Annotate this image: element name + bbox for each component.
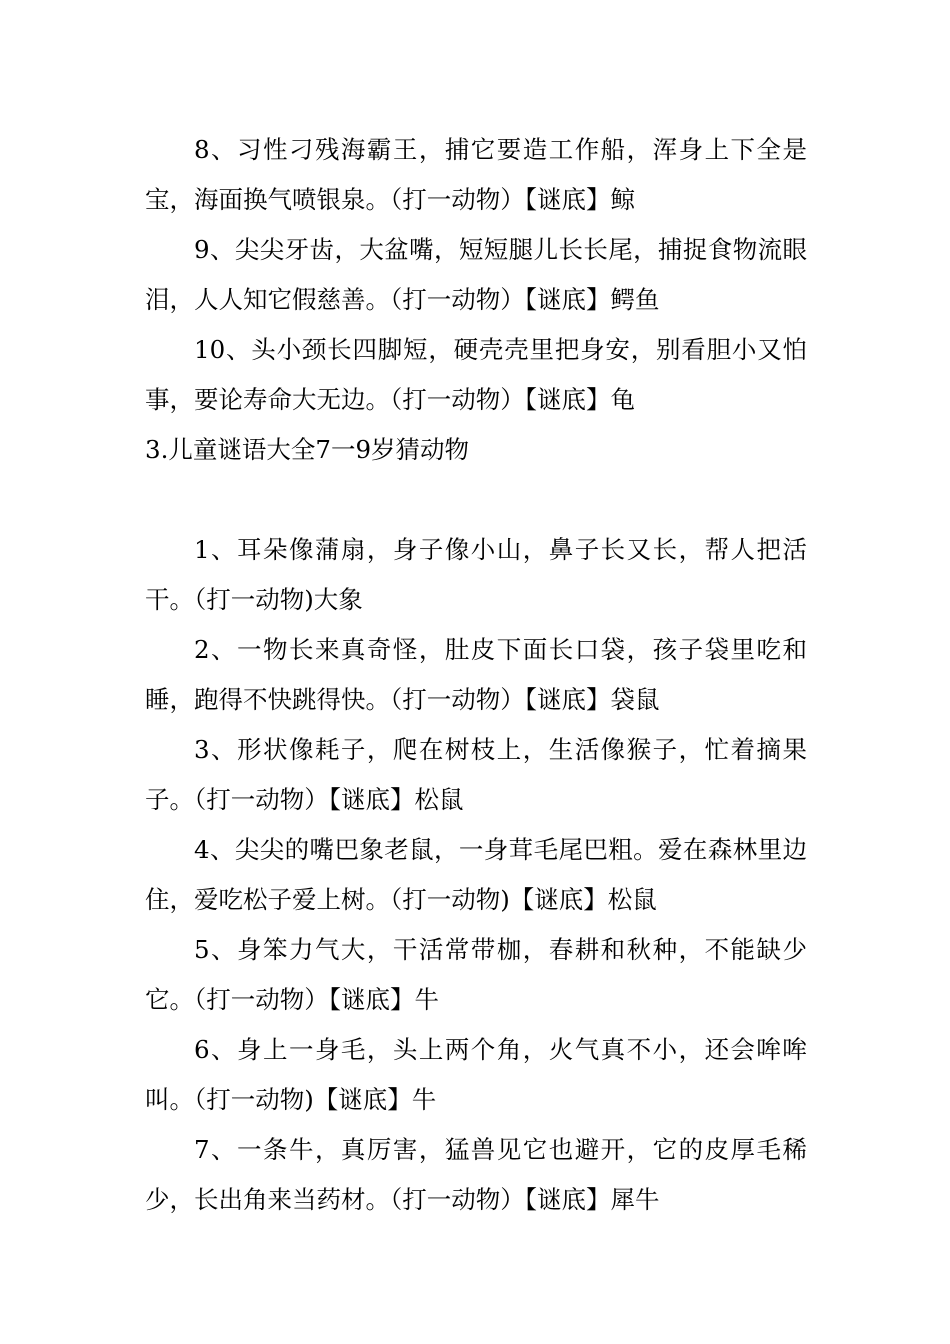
- riddle-paragraph-9: 9、尖尖牙齿，大盆嘴，短短腿儿长长尾，捕捉食物流眼泪，人人知它假慈善。（打一动物）【谜底】鳄鱼: [145, 235, 807, 314]
- riddle-paragraph-1: 1、耳朵像蒲扇，身子像小山，鼻子长又长，帮人把活干。（打一动物)大象: [145, 535, 807, 614]
- riddle-paragraph-7: 7、一条牛，真厉害，猛兽见它也避开，它的皮厚毛稀少，长出角来当药材。（打一动物）【谜底】犀牛: [145, 1135, 807, 1214]
- section-heading: 3.儿童谜语大全7一9岁猜动物: [145, 435, 470, 464]
- riddle-paragraph-2: 2、一物长来真奇怪，肚皮下面长口袋，孩子袋里吃和睡，跑得不快跳得快。（打一动物）【谜底】袋鼠: [145, 635, 807, 714]
- riddle-paragraph-10: 10、头小颈长四脚短，硬壳壳里把身安，别看胆小又怕事，要论寿命大无边。（打一动物）【谜底】龟: [145, 335, 807, 414]
- riddle-paragraph-4: 4、尖尖的嘴巴象老鼠，一身茸毛尾巴粗。爱在森林里边住，爱吃松子爱上树。（打一动物)【谜底】松鼠: [145, 835, 807, 914]
- riddle-paragraph-6: 6、身上一身毛，头上两个角，火气真不小，还会哞哞叫。（打一动物)【谜底】牛: [145, 1035, 807, 1114]
- riddle-paragraph-5: 5、身笨力气大，干活常带枷，春耕和秋种，不能缺少它。（打一动物）【谜底】牛: [145, 935, 807, 1014]
- riddle-paragraph-8: 8、习性刁残海霸王，捕它要造工作船，浑身上下全是宝，海面换气喷银泉。（打一动物）【谜底】鲸: [145, 135, 807, 214]
- riddle-paragraph-3: 3、形状像耗子，爬在树枝上，生活像猴子，忙着摘果子。（打一动物）【谜底】松鼠: [145, 735, 807, 814]
